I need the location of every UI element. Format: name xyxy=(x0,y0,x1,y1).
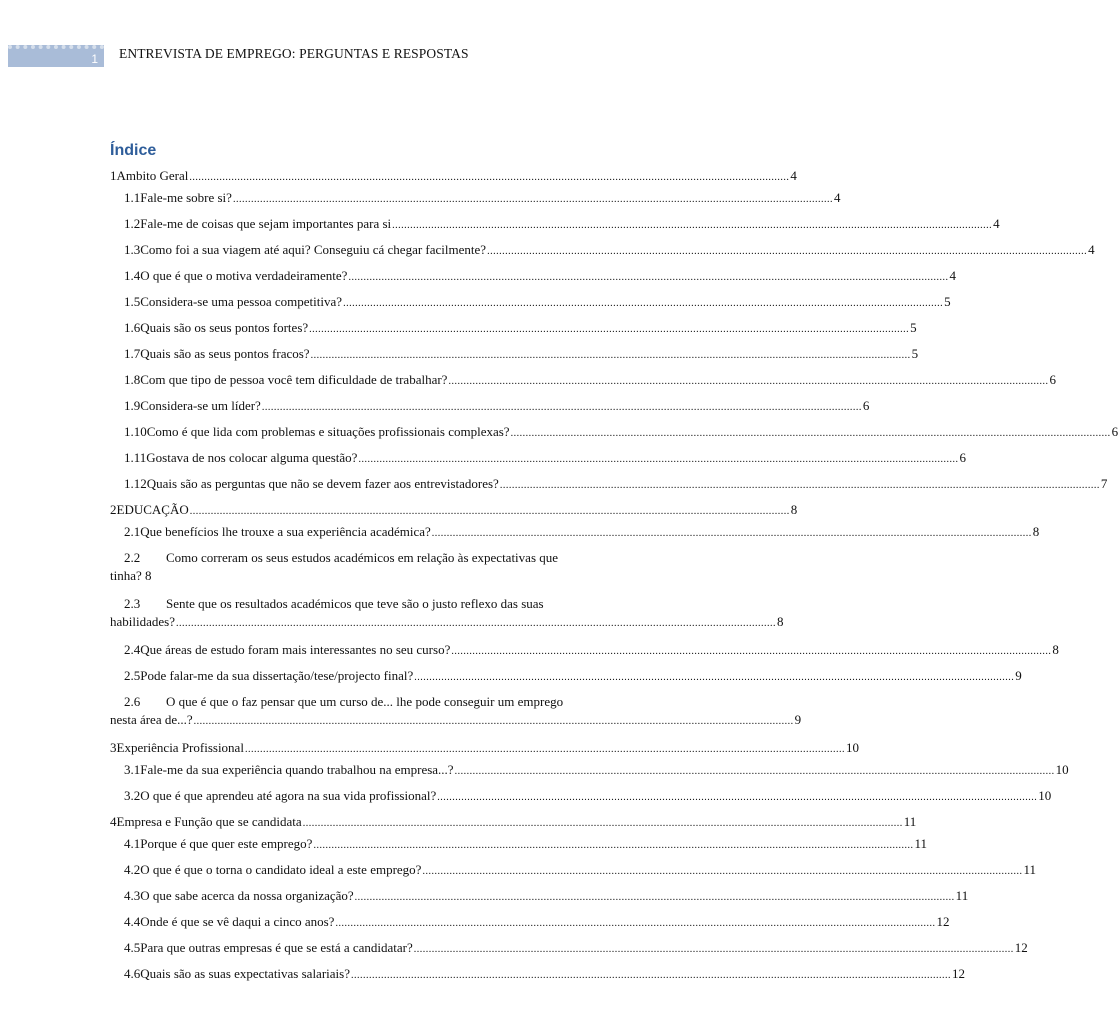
toc-leader-dots xyxy=(455,763,1055,781)
toc-leader-dots xyxy=(422,863,1022,881)
toc-entry-page: 8 xyxy=(1032,524,1040,539)
toc-leader-dots xyxy=(448,373,1048,391)
toc-entry-page: 11 xyxy=(955,888,969,903)
toc-entry-line xyxy=(124,397,870,417)
toc-entry-title: Gostava de nos colocar alguma questão? xyxy=(146,450,358,465)
toc-entry-number: 1.8 xyxy=(124,372,141,387)
toc-leader-dots xyxy=(355,889,955,907)
page-number-badge xyxy=(8,45,104,67)
toc-entry-page: 10 xyxy=(1055,762,1069,777)
toc-entry-title: O que é que aprendeu até agora na sua vida profissional? xyxy=(140,788,437,803)
toc-entry-line xyxy=(124,549,658,567)
toc-entry[interactable] xyxy=(110,267,956,293)
toc-entry-page: 6 xyxy=(1049,372,1056,387)
toc-entry-line xyxy=(124,319,917,339)
toc-leader-dots xyxy=(437,789,1037,807)
toc-entry-line xyxy=(124,761,1069,781)
toc-entry[interactable] xyxy=(110,939,1028,965)
toc-entry-line xyxy=(124,861,1036,881)
toc-entry-line xyxy=(124,449,966,469)
toc-entry[interactable] xyxy=(110,549,658,595)
toc-leader-dots xyxy=(189,169,789,187)
toc-entry[interactable] xyxy=(110,501,798,523)
toc-entry-line xyxy=(124,595,658,613)
toc-entry-page: 9 xyxy=(794,712,802,727)
toc-leader-dots xyxy=(176,615,776,633)
toc-entry-page: 4 xyxy=(949,268,956,283)
toc-entry-title-continued: habilidades? xyxy=(110,614,175,629)
toc-entry-number: 2.6 xyxy=(124,694,141,709)
toc-entry-page: 4 xyxy=(790,168,797,183)
toc-entry[interactable] xyxy=(110,241,1095,267)
toc-leader-dots xyxy=(245,741,845,759)
document-title: ENTREVISTA DE EMPREGO: PERGUNTAS E RESPOSTAS xyxy=(119,46,469,61)
toc-entry[interactable] xyxy=(110,667,1022,693)
toc-entry-number: 4.6 xyxy=(124,966,141,981)
toc-entry-line xyxy=(124,887,969,907)
toc-entry-number: 1.11 xyxy=(124,450,147,465)
toc-entry-line xyxy=(110,167,797,187)
toc-entry-title: Fale-me sobre si? xyxy=(140,190,232,205)
toc-entry[interactable] xyxy=(110,523,1040,549)
toc-entry-title: Pode falar-me da sua dissertação/tese/projecto final? xyxy=(140,668,414,683)
toc-leader-dots xyxy=(190,503,790,521)
toc-entry-title: Quais são as suas expectativas salariais? xyxy=(140,966,350,981)
toc-entry-number: 4.3 xyxy=(124,888,141,903)
toc-entry-line xyxy=(124,939,1028,959)
toc-entry-title: Porque é que quer este emprego? xyxy=(140,836,313,851)
toc-entry-number: 3.2 xyxy=(124,788,141,803)
toc-entry[interactable] xyxy=(110,319,917,345)
toc-entry-number: 3 xyxy=(110,740,117,755)
toc-leader-dots xyxy=(414,941,1014,959)
toc-list xyxy=(110,167,1118,991)
toc-entry[interactable] xyxy=(110,641,1059,667)
toc-entry-page: 11 xyxy=(1023,862,1036,877)
toc-entry-title: Que áreas de estudo foram mais interessantes no seu curso? xyxy=(140,642,451,657)
toc-entry-line xyxy=(110,813,917,833)
toc-entry-page: 10 xyxy=(845,740,859,755)
toc-leader-dots xyxy=(311,347,911,365)
toc-entry-page: 8 xyxy=(1052,642,1059,657)
toc-entry-number: 4.4 xyxy=(124,914,141,929)
toc-leader-dots xyxy=(262,399,862,417)
toc-entry[interactable] xyxy=(110,739,859,761)
toc-leader-dots xyxy=(233,191,833,209)
toc-leader-dots xyxy=(303,815,903,833)
toc-entry-number: 1 xyxy=(110,168,117,183)
toc-entry-page: 6 xyxy=(862,398,870,413)
toc-entry-number: 1.6 xyxy=(124,320,141,335)
toc-entry-page: 4 xyxy=(1088,242,1095,257)
toc-entry-page: 6 xyxy=(959,450,966,465)
toc-entry-page: 4 xyxy=(833,190,841,205)
toc-leader-dots xyxy=(432,525,1032,543)
toc-entry-number: 2.3 xyxy=(124,596,141,611)
toc-entry-number: 2 xyxy=(110,502,117,517)
toc-entry-number: 2.1 xyxy=(124,524,141,539)
toc-leader-dots xyxy=(335,915,935,933)
toc-entry-title: Quais são as seus pontos fracos? xyxy=(140,346,310,361)
toc-entry-number: 1.3 xyxy=(124,242,141,257)
toc-entry-number: 1.1 xyxy=(124,190,141,205)
toc-entry-title: Fale-me da sua experiência quando trabalhou na empresa...? xyxy=(140,762,454,777)
toc-entry-title: Para que outras empresas é que se está a candidatar? xyxy=(140,940,413,955)
toc-entry[interactable] xyxy=(110,215,1000,241)
toc-entry-title: EDUCAÇÃO xyxy=(116,502,189,517)
toc-entry-number: 1.2 xyxy=(124,216,141,231)
toc-entry-number: 4.2 xyxy=(124,862,141,877)
toc-entry-line xyxy=(110,739,859,759)
toc-entry-title: Como foi a sua viagem até aqui? Conseguiu cá chegar facilmente? xyxy=(140,242,487,257)
toc-entry-title: Como correram os seus estudos académicos em relação às expectativas que xyxy=(166,550,559,565)
toc-entry-title-continued: tinha? 8 xyxy=(110,568,152,583)
toc-entry-number: 2.5 xyxy=(124,668,141,683)
toc-entry-page: 8 xyxy=(776,614,784,629)
toc-entry[interactable] xyxy=(110,761,1069,787)
toc-leader-dots xyxy=(392,217,992,235)
table-of-contents xyxy=(110,142,1118,991)
toc-entry[interactable] xyxy=(110,345,919,371)
toc-entry-number: 4.5 xyxy=(124,940,141,955)
toc-entry[interactable] xyxy=(110,595,784,641)
toc-entry-number: 4 xyxy=(110,814,117,829)
toc-entry-page: 8 xyxy=(790,502,798,517)
toc-entry[interactable] xyxy=(110,787,1052,813)
toc-entry-title: O que é que o motiva verdadeiramente? xyxy=(140,268,348,283)
toc-entry-title: Que benefícios lhe trouxe a sua experiência académica? xyxy=(140,524,431,539)
toc-entry-line xyxy=(124,693,658,711)
toc-entry-line xyxy=(110,711,802,731)
toc-entry-title-continued: nesta área de...? xyxy=(110,712,193,727)
toc-entry-page: 5 xyxy=(944,294,951,309)
toc-entry-page: 9 xyxy=(1015,668,1022,683)
toc-entry-line xyxy=(124,965,965,985)
toc-entry-title: Experiência Profissional xyxy=(116,740,244,755)
toc-entry-title: Com que tipo de pessoa você tem dificuldade de trabalhar? xyxy=(140,372,448,387)
toc-entry-page: 11 xyxy=(914,836,927,851)
toc-leader-dots xyxy=(313,837,913,855)
toc-entry[interactable] xyxy=(110,475,1108,501)
toc-entry[interactable] xyxy=(110,423,1118,449)
toc-entry-page: 5 xyxy=(910,320,917,335)
toc-entry-page: 10 xyxy=(1038,788,1052,803)
toc-entry[interactable] xyxy=(110,965,965,991)
toc-entry-title: O que é que o torna o candidato ideal a este emprego? xyxy=(140,862,422,877)
toc-entry-title: Quais são as perguntas que não se devem fazer aos entrevistadores? xyxy=(146,476,499,491)
toc-entry-page: 4 xyxy=(993,216,1000,231)
toc-entry-line xyxy=(124,667,1022,687)
toc-entry-title: Considera-se uma pessoa competitiva? xyxy=(140,294,343,309)
toc-entry-line xyxy=(124,241,1095,261)
toc-entry-title: Sente que os resultados académicos que teve são o justo reflexo das suas xyxy=(166,596,544,611)
page-number: 1 xyxy=(91,52,98,66)
toc-entry-line xyxy=(124,475,1108,495)
toc-entry-line xyxy=(110,567,658,585)
toc-entry-title: Empresa e Função que se candidata xyxy=(116,814,302,829)
toc-entry-line xyxy=(124,371,1056,391)
toc-entry[interactable] xyxy=(110,693,802,739)
toc-leader-dots xyxy=(500,477,1100,495)
toc-entry-line xyxy=(124,293,951,313)
toc-leader-dots xyxy=(358,451,958,469)
toc-entry[interactable] xyxy=(110,449,966,475)
toc-entry-number: 3.1 xyxy=(124,762,141,777)
toc-entry-title: Quais são os seus pontos fortes? xyxy=(140,320,309,335)
page-header xyxy=(0,0,768,80)
toc-entry[interactable] xyxy=(110,371,1056,397)
toc-entry[interactable] xyxy=(110,861,1036,887)
toc-entry-number: 1.5 xyxy=(124,294,141,309)
toc-entry-title: Como é que lida com problemas e situações profissionais complexas? xyxy=(146,424,510,439)
toc-entry[interactable] xyxy=(110,397,870,423)
toc-entry-page: 12 xyxy=(1014,940,1028,955)
toc-entry-title: Ambito Geral xyxy=(116,168,189,183)
toc-entry-line xyxy=(110,613,784,633)
toc-entry-page: 12 xyxy=(936,914,950,929)
toc-entry[interactable] xyxy=(110,167,797,189)
toc-entry-page: 6 xyxy=(1111,424,1118,439)
toc-leader-dots xyxy=(343,295,943,313)
toc-entry[interactable] xyxy=(110,835,927,861)
toc-leader-dots xyxy=(348,269,948,287)
toc-entry-title: Onde é que se vê daqui a cinco anos? xyxy=(140,914,335,929)
toc-heading: Índice xyxy=(110,142,157,159)
toc-entry-line xyxy=(124,523,1040,543)
toc-entry-line xyxy=(124,189,841,209)
toc-entry[interactable] xyxy=(110,887,969,913)
toc-entry-line xyxy=(124,267,956,287)
toc-leader-dots xyxy=(451,643,1051,661)
toc-entry-page: 7 xyxy=(1100,476,1108,491)
toc-entry-number: 1.10 xyxy=(124,424,147,439)
toc-leader-dots xyxy=(309,321,909,339)
toc-leader-dots xyxy=(194,713,794,731)
toc-entry[interactable] xyxy=(110,293,951,319)
toc-entry-number: 4.1 xyxy=(124,836,141,851)
toc-leader-dots xyxy=(414,669,1014,687)
toc-entry[interactable] xyxy=(110,813,917,835)
toc-entry[interactable] xyxy=(110,189,841,215)
toc-entry-number: 1.4 xyxy=(124,268,141,283)
toc-entry-title: O que é que o faz pensar que um curso de... lhe pode conseguir um emprego xyxy=(166,694,564,709)
toc-entry-title: Fale-me de coisas que sejam importantes para si xyxy=(140,216,392,231)
toc-entry-number: 2.2 xyxy=(124,550,141,565)
toc-entry-line xyxy=(124,913,950,933)
toc-entry-line xyxy=(124,787,1052,807)
toc-entry-number: 1.9 xyxy=(124,398,141,413)
toc-entry-line xyxy=(124,215,1000,235)
toc-leader-dots xyxy=(511,425,1111,443)
toc-entry-page: 12 xyxy=(951,966,965,981)
toc-entry-line xyxy=(124,641,1059,661)
toc-entry-number: 2.4 xyxy=(124,642,141,657)
toc-entry-number: 1.12 xyxy=(124,476,147,491)
toc-entry-page: 11 xyxy=(903,814,917,829)
toc-entry-title: Considera-se um líder? xyxy=(140,398,261,413)
toc-entry-line xyxy=(124,345,919,365)
toc-entry-page: 5 xyxy=(911,346,919,361)
toc-entry-title: O que sabe acerca da nossa organização? xyxy=(140,888,354,903)
toc-entry-line xyxy=(124,423,1118,443)
toc-entry-line xyxy=(124,835,927,855)
toc-leader-dots xyxy=(351,967,951,985)
toc-entry[interactable] xyxy=(110,913,950,939)
toc-entry-line xyxy=(110,501,798,521)
toc-leader-dots xyxy=(487,243,1087,261)
toc-entry-number: 1.7 xyxy=(124,346,141,361)
